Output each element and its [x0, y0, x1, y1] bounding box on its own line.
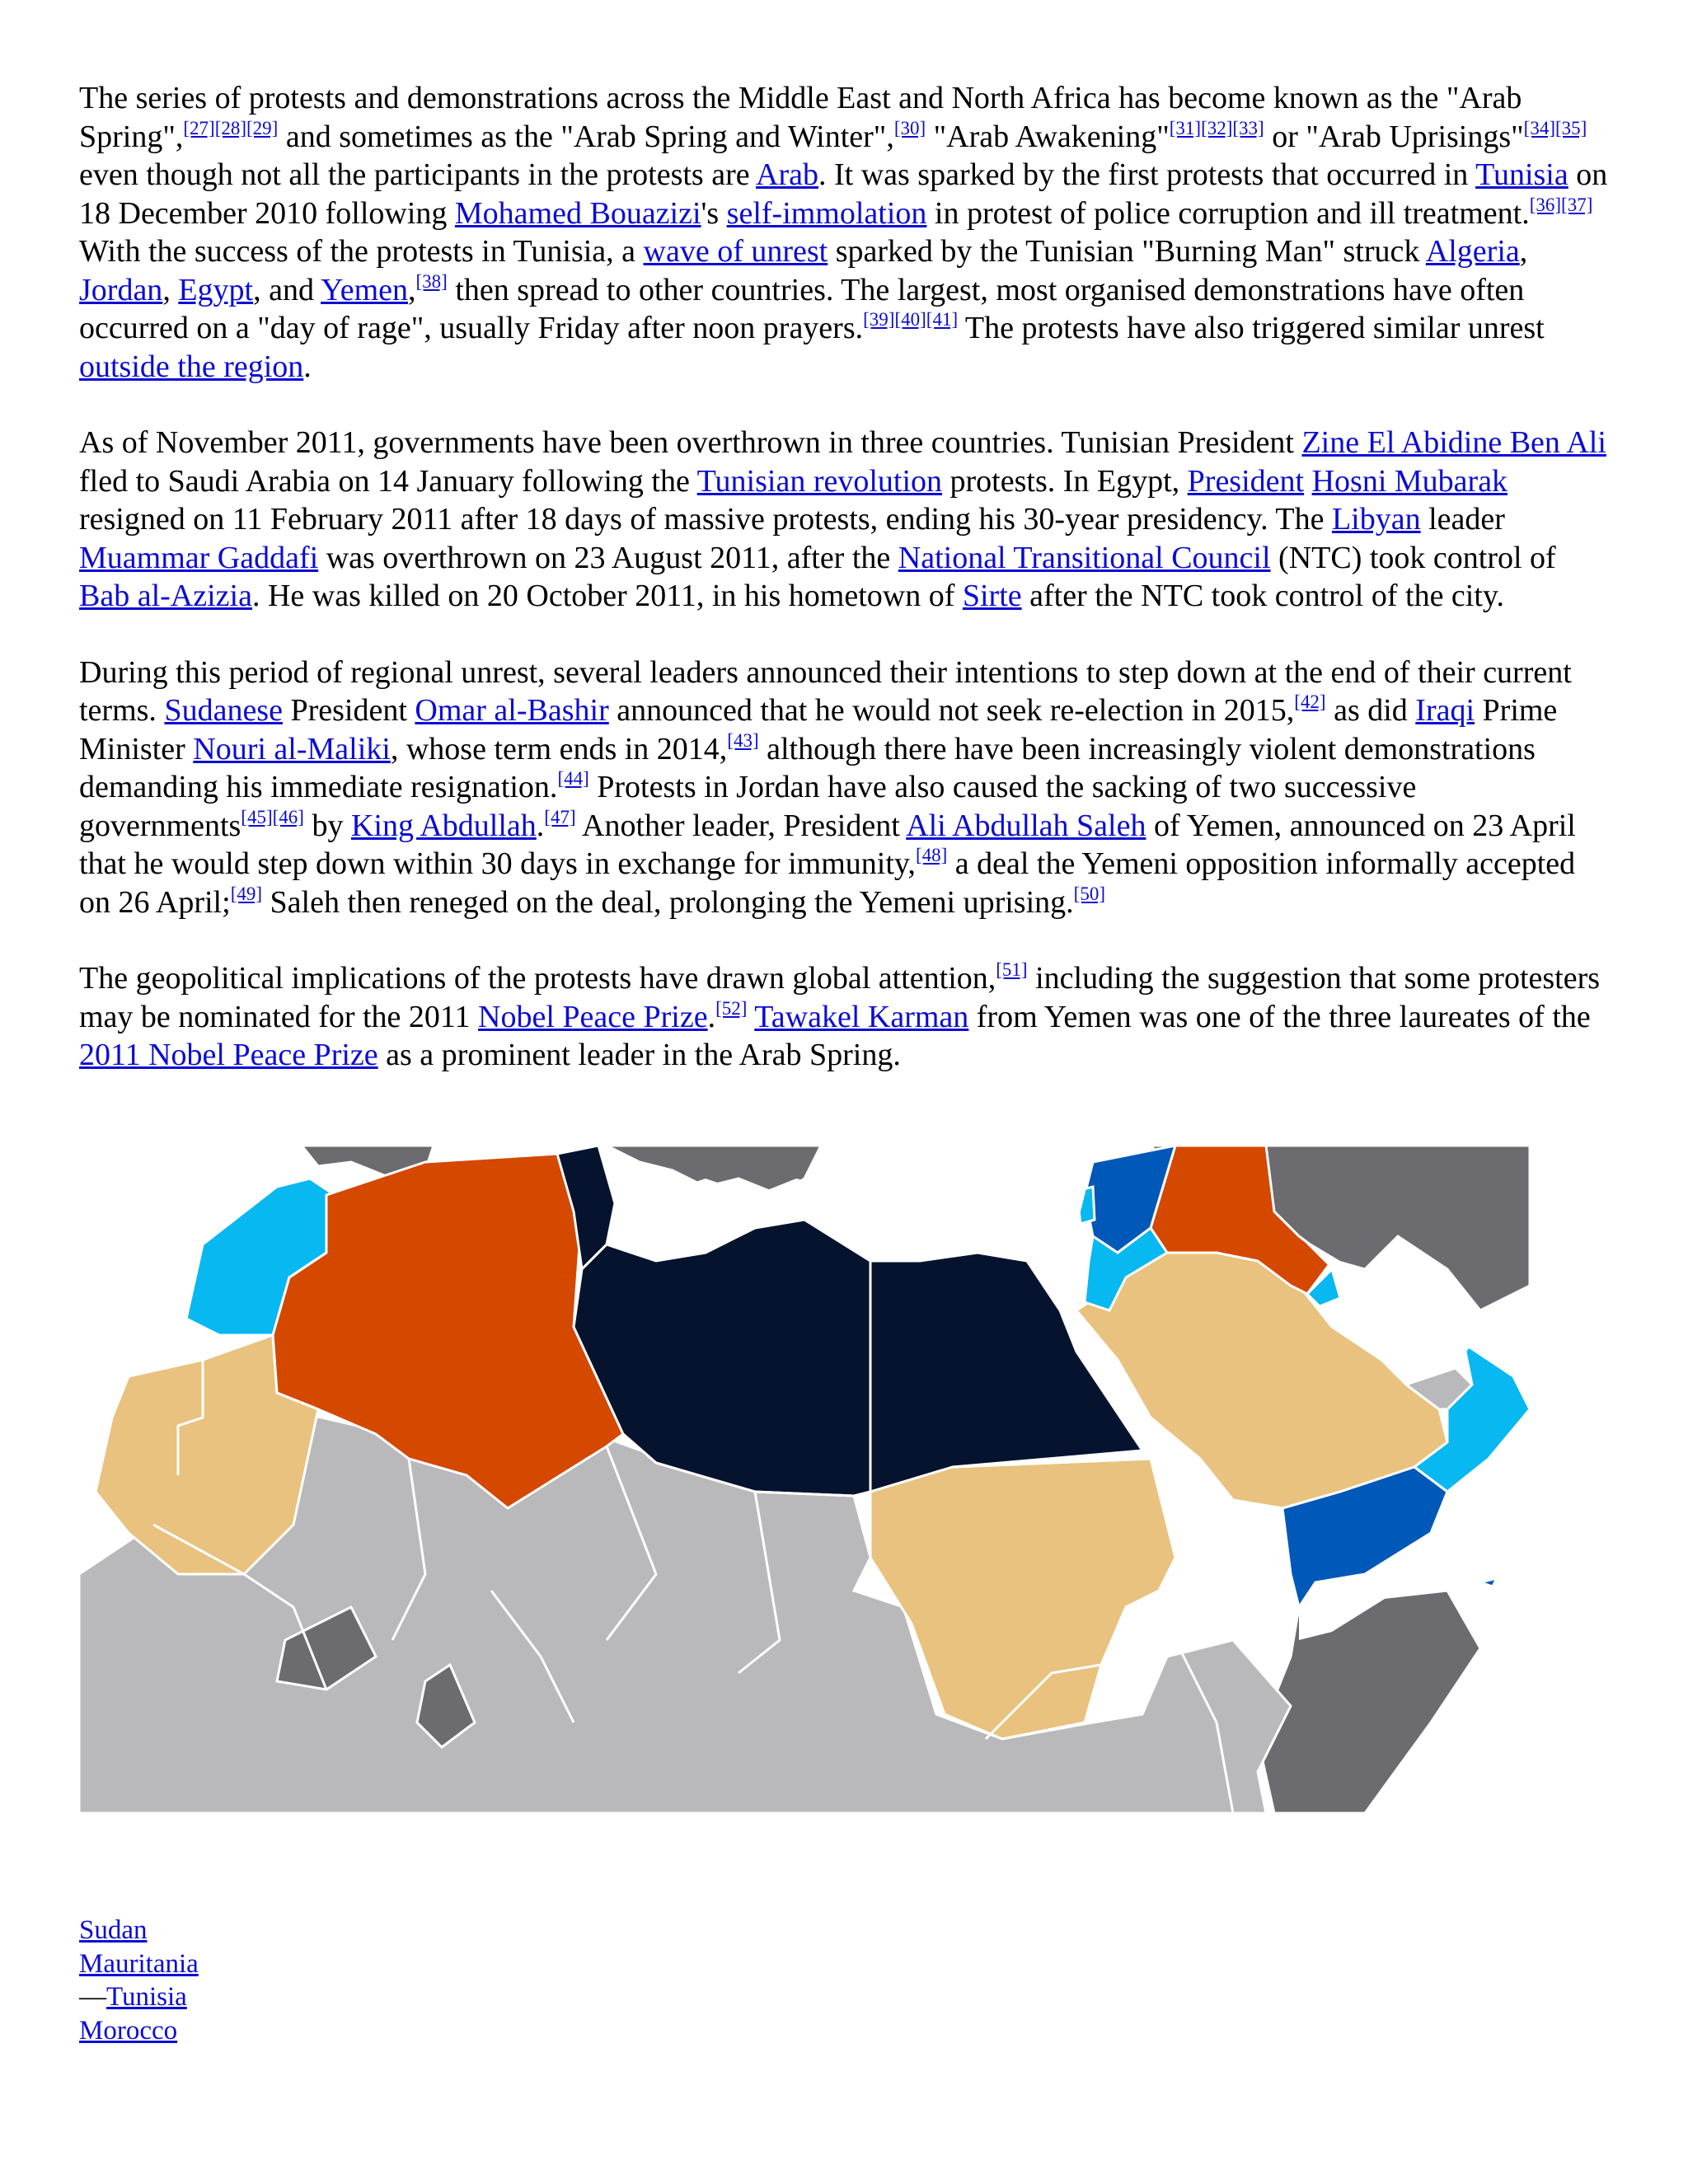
text-run — [747, 1000, 754, 1034]
text-run: . — [303, 349, 312, 384]
text-run: after the NTC took control of the city. — [1021, 579, 1504, 613]
wiki-link[interactable]: Tunisia — [1475, 157, 1568, 192]
wiki-link[interactable]: Sudanese — [164, 693, 283, 728]
wiki-link[interactable]: Sirte — [962, 579, 1022, 613]
text-run: , whose term ends in 2014, — [390, 731, 728, 766]
citation-ref — [1170, 118, 1201, 138]
citation-ref — [1555, 118, 1587, 138]
text-run: or "Arab Uprisings" — [1264, 119, 1524, 154]
citation-ref — [1232, 118, 1264, 138]
text-run — [1304, 464, 1312, 499]
citation-ref — [246, 118, 278, 138]
text-run: leader — [1420, 502, 1505, 537]
text-run: . He was killed on 20 October 2011, in his hometown of — [251, 579, 963, 613]
citation-link[interactable]: [48] — [915, 845, 948, 865]
text-run: on 18 December 2010 following — [79, 157, 1608, 231]
wiki-link[interactable]: Nouri al-Maliki — [193, 731, 391, 766]
citation-ref — [1074, 883, 1105, 904]
wiki-link[interactable]: Iraqi — [1415, 693, 1475, 728]
wiki-link[interactable]: Mohamed Bouazizi — [454, 195, 701, 231]
text-run: Saleh then reneged on the deal, prolonging the Yemeni uprising. — [262, 884, 1074, 920]
citation-link[interactable]: [38] — [415, 270, 448, 292]
text-run: Another leader, President — [575, 808, 907, 843]
wiki-link[interactable]: Zine El Abidine Ben Ali — [1301, 425, 1606, 460]
text-run: although there have been increasingly violent demonstrations demanding his immediate resignation. — [79, 731, 1536, 804]
citation-ref — [996, 959, 1027, 980]
citation-link[interactable]: [47] — [544, 806, 576, 827]
paragraph-3 — [79, 654, 1612, 922]
wiki-link[interactable]: Libyan — [1331, 502, 1421, 537]
citation-link[interactable]: [51] — [996, 959, 1028, 980]
text-run: was overthrown on 23 August 2011, after the — [318, 540, 898, 575]
wiki-link[interactable]: Egypt — [178, 272, 254, 307]
citation-ref — [727, 730, 758, 751]
link-tunisia[interactable]: Tunisia — [106, 1982, 187, 2012]
wiki-link[interactable]: Muammar Gaddafi — [79, 540, 319, 575]
text-run: and sometimes as the "Arab Spring and Winter", — [278, 119, 894, 154]
wiki-link[interactable]: Tawakel Karman — [754, 999, 969, 1034]
citation-link[interactable]: [40] — [894, 309, 926, 330]
text-run: Prime Minister — [79, 693, 1558, 766]
wiki-link[interactable]: National Transitional Council — [898, 540, 1271, 575]
citation-link[interactable]: [28] — [214, 117, 247, 138]
citation-link[interactable]: [29] — [246, 117, 279, 138]
text-run: from Yemen was one of the three laureates of the — [968, 999, 1591, 1034]
text-run: including the suggestion that some protesters may be nominated for the 2011 — [79, 961, 1601, 1034]
text-run: even though not all the participants in the protests are — [79, 157, 757, 192]
citation-ref — [231, 883, 262, 904]
wiki-link[interactable]: Algeria — [1425, 234, 1520, 269]
paragraph-1 — [79, 79, 1612, 386]
text-run: President — [282, 693, 415, 728]
text-run: . — [707, 999, 716, 1034]
country-links — [79, 1914, 199, 2047]
citation-ref — [183, 118, 214, 138]
text-run: Protests in Jordan have also caused the sacking of two successive governments — [79, 770, 1417, 843]
citation-ref — [1524, 118, 1555, 138]
text-run: The protests have also triggered similar unrest — [958, 311, 1545, 345]
citation-ref — [416, 271, 448, 292]
text-run: of Yemen, announced on 23 April that he would step down within 30 days in exchange for immunity, — [79, 808, 1576, 881]
text-run: 's — [701, 195, 727, 231]
citation-link[interactable]: [32] — [1201, 117, 1233, 138]
wiki-link[interactable]: Omar al-Bashir — [415, 693, 609, 728]
text-run: (NTC) took control of — [1270, 540, 1556, 575]
text-run: then spread to other countries. The largest, most organised demonstrations have often occurred on a "day of rage", usually Friday after noon prayers. — [79, 272, 1525, 345]
citation-link[interactable]: [37] — [1561, 194, 1593, 215]
citation-ref — [1294, 691, 1325, 712]
citation-link[interactable]: [30] — [893, 117, 926, 138]
citation-ref — [215, 118, 246, 138]
wiki-link[interactable]: President — [1187, 463, 1305, 499]
citation-ref — [1530, 194, 1561, 215]
text-run: fled to Saudi Arabia on 14 January following the — [79, 463, 697, 499]
citation-link[interactable]: [27] — [183, 117, 215, 138]
citation-ref — [863, 309, 894, 330]
arab-spring-map — [79, 1146, 1530, 1813]
text-run: a deal the Yemeni opposition informally accepted on 26 April; — [79, 846, 1576, 920]
text-run: During this period of regional unrest, several leaders announced their intentions to step down at the end of their current terms. — [79, 654, 1572, 728]
text-run: The series of protests and demonstrations across the Middle East and North Africa has become known as the "Arab Spring", — [79, 81, 1522, 154]
citation-link[interactable]: [44] — [557, 768, 589, 789]
text-run: as did — [1325, 693, 1416, 728]
citation-link[interactable]: [41] — [926, 309, 959, 330]
text-run: "Arab Awakening" — [926, 119, 1170, 154]
article-body — [79, 79, 1612, 1113]
text-run: As of November 2011, governments have been overthrown in three countries. Tunisian President — [79, 425, 1302, 460]
text-run: announced that he would not seek re-election in 2015, — [608, 693, 1295, 728]
citation-link[interactable]: [52] — [715, 997, 748, 1019]
paragraph-4 — [79, 959, 1612, 1075]
citation-ref — [916, 845, 947, 865]
wiki-link[interactable]: outside the region — [79, 349, 304, 384]
wiki-link[interactable]: self-immolation — [726, 195, 927, 231]
citation-link[interactable]: [39] — [863, 309, 895, 330]
wiki-link[interactable]: Jordan — [79, 272, 163, 307]
citation-link[interactable]: [42] — [1294, 691, 1326, 712]
text-run: resigned on 11 February 2011 after 18 days of massive protests, ending his 30-year presidency. The — [79, 502, 1332, 537]
citation-link[interactable]: [34] — [1523, 117, 1555, 138]
citation-link[interactable]: [36] — [1529, 194, 1562, 215]
citation-link[interactable]: [43] — [727, 729, 759, 751]
citation-ref — [894, 118, 926, 138]
citation-ref — [1561, 194, 1592, 215]
citation-ref — [894, 309, 926, 330]
citation-link[interactable]: [35] — [1554, 117, 1587, 138]
citation-link[interactable]: [31] — [1169, 117, 1202, 138]
citation-link[interactable]: [33] — [1232, 117, 1264, 138]
text-run: protests. In Egypt, — [942, 463, 1188, 499]
map-svg — [79, 1146, 1530, 1813]
text-run: With the success of the protests in Tunisia, a — [79, 234, 644, 269]
citation-link[interactable]: [46] — [272, 806, 304, 827]
wiki-link[interactable]: Yemen — [321, 272, 408, 307]
citation-ref — [241, 807, 272, 827]
wiki-link[interactable]: 2011 Nobel Peace Prize — [79, 1038, 378, 1072]
text-run: sparked by the Tunisian "Burning Man" struck — [828, 234, 1426, 269]
citation-ref — [715, 998, 747, 1019]
link-morocco[interactable]: Morocco — [79, 2015, 178, 2046]
wiki-link[interactable]: Bab al-Azizia — [79, 579, 252, 613]
citation-link[interactable]: [45] — [241, 806, 273, 827]
citation-ref — [1201, 118, 1232, 138]
citation-ref — [557, 768, 588, 789]
em-dash: — — [79, 1982, 106, 2012]
wiki-link[interactable]: Ali Abdullah Saleh — [906, 808, 1146, 843]
text-run: , — [1519, 234, 1528, 269]
link-sudan[interactable]: Sudan — [79, 1915, 148, 1945]
wiki-link[interactable]: Nobel Peace Prize — [478, 999, 708, 1034]
wiki-link[interactable]: Tunisian revolution — [696, 463, 943, 499]
citation-ref — [273, 807, 304, 827]
wiki-link[interactable]: Hosni Mubarak — [1311, 463, 1508, 499]
paragraph-2 — [79, 424, 1612, 616]
text-run: as a prominent leader in the Arab Spring. — [377, 1038, 901, 1072]
text-run: , — [408, 272, 416, 307]
citation-link[interactable]: [50] — [1073, 883, 1105, 904]
wiki-link[interactable]: Arab — [756, 157, 818, 192]
text-run: . — [536, 808, 545, 843]
wiki-link[interactable]: wave of unrest — [643, 234, 828, 269]
text-run: in protest of police corruption and ill treatment. — [926, 195, 1530, 231]
wiki-link[interactable]: King Abdullah — [350, 808, 537, 843]
text-run: , and — [253, 272, 321, 307]
text-run: . It was sparked by the first protests that occurred in — [818, 157, 1476, 192]
link-mauritania[interactable]: Mauritania — [79, 1948, 199, 1979]
text-run: The geopolitical implications of the protests have drawn global attention, — [79, 961, 996, 996]
text-run: by — [303, 808, 351, 843]
citation-link[interactable]: [49] — [230, 883, 263, 904]
citation-ref — [926, 309, 958, 330]
citation-ref — [544, 807, 575, 827]
text-run: , — [162, 272, 179, 307]
